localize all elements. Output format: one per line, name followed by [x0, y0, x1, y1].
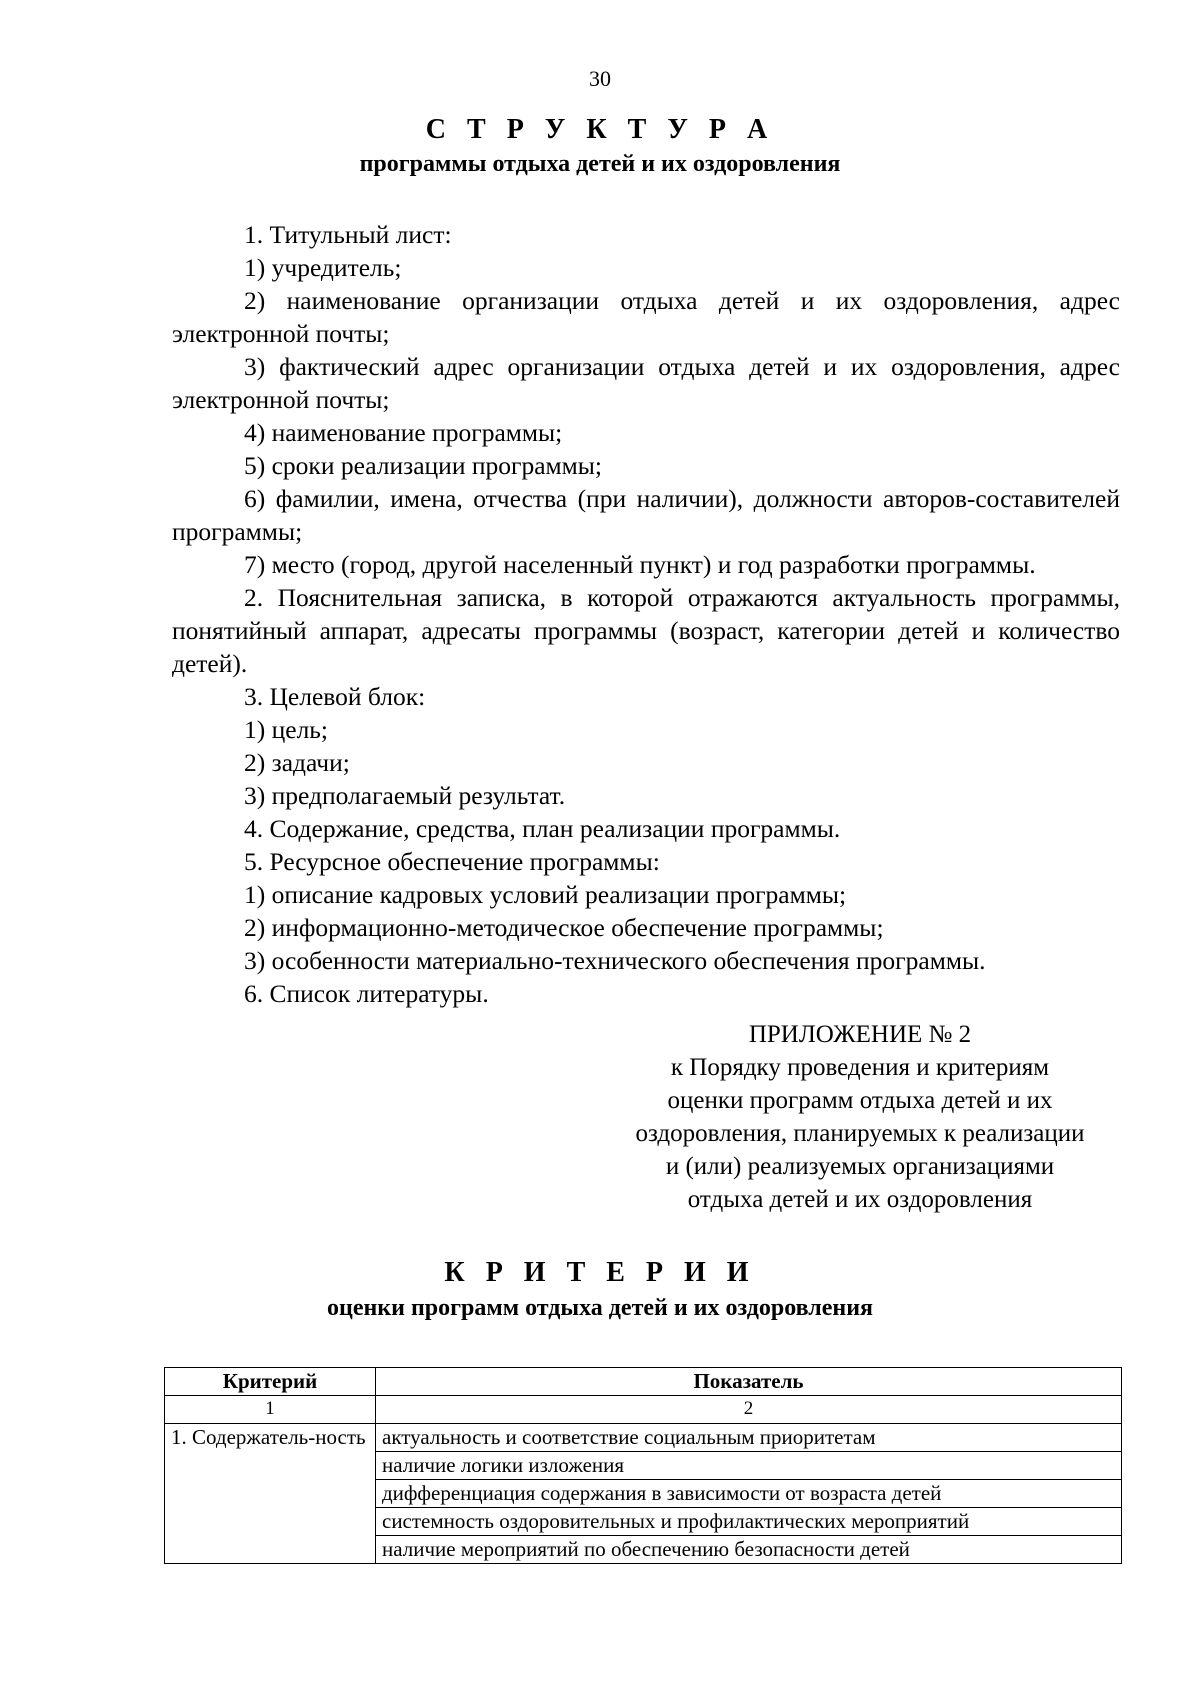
structure-item: 3) фактический адрес организации отдыха детей и их оздоровления, адрес электронной почты;: [172, 352, 1120, 414]
structure-subtitle: программы отдыха детей и их оздоровления: [359, 151, 841, 177]
appendix-title: ПРИЛОЖЕНИЕ № 2: [748, 1021, 972, 1048]
structure-item: 5. Ресурсное обеспечение программы:: [244, 847, 660, 876]
appendix-block: [570, 1018, 1150, 1216]
structure-item: 6. Список литературы.: [244, 979, 489, 1008]
criteria-subtitle: оценки программ отдыха детей и их оздоровления: [326, 1295, 874, 1321]
table-header-row: [165, 1368, 1122, 1396]
structure-item: 1) цель;: [244, 715, 329, 744]
structure-item: 1. Титульный лист:: [244, 220, 452, 249]
criteria-title: К Р И Т Е Р И И: [444, 1257, 756, 1288]
column-header-criterion: Критерий: [165, 1368, 376, 1396]
structure-item: 3. Целевой блок:: [244, 682, 426, 711]
structure-item: 1) описание кадровых условий реализации программы;: [244, 880, 847, 909]
appendix-line: к Порядку проведения и критериям: [670, 1054, 1050, 1081]
column-header-indicator: Показатель: [376, 1368, 1122, 1396]
structure-item: 5) сроки реализации программы;: [244, 451, 603, 480]
criterion-cell: 1. Содержатель-ность: [165, 1424, 376, 1564]
structure-item: 7) место (город, другой населенный пункт) и год разработки программы.: [244, 550, 1036, 579]
structure-item: 4) наименование программы;: [244, 418, 563, 447]
appendix-line: и (или) реализуемых организациями: [665, 1153, 1055, 1180]
structure-item: 1) учредитель;: [244, 253, 402, 282]
structure-title: С Т Р У К Т У Р А: [425, 114, 775, 145]
criteria-table: [164, 1367, 1122, 1564]
table-row: [165, 1424, 1122, 1452]
structure-list: [172, 218, 1120, 1010]
structure-item: 2) наименование организации отдыха детей и их оздоровления, адрес электронной почты;: [172, 286, 1120, 348]
indicator-cell: дифференциация содержания в зависимости от возраста детей: [376, 1480, 1122, 1508]
indicator-cell: наличие мероприятий по обеспечению безопасности детей: [376, 1536, 1122, 1564]
indicator-cell: актуальность и соответствие социальным приоритетам: [376, 1424, 1122, 1452]
structure-item: 3) особенности материально-технического обеспечения программы.: [244, 946, 986, 975]
structure-item: 2) информационно-методическое обеспечение программы;: [244, 913, 884, 942]
page-number: 30: [589, 66, 611, 91]
column-number: 1: [165, 1396, 376, 1424]
appendix-line: отдыха детей и их оздоровления: [687, 1186, 1033, 1213]
appendix-line: оздоровления, планируемых к реализации: [635, 1120, 1085, 1147]
indicator-cell: системность оздоровительных и профилактических мероприятий: [376, 1508, 1122, 1536]
structure-item: 3) предполагаемый результат.: [244, 781, 566, 810]
structure-item: 2. Пояснительная записка, в которой отражаются актуальность программы, понятийный аппарат, адресаты программы (возраст, категории детей и количество детей).: [172, 583, 1120, 678]
indicator-cell: наличие логики изложения: [376, 1452, 1122, 1480]
table-number-row: [165, 1396, 1122, 1424]
structure-item: 2) задачи;: [244, 748, 350, 777]
appendix-line: оценки программ отдыха детей и их: [667, 1087, 1053, 1114]
column-number: 2: [376, 1396, 1122, 1424]
structure-item: 4. Содержание, средства, план реализации программы.: [244, 814, 841, 843]
structure-item: 6) фамилии, имена, отчества (при наличии), должности авторов-составителей программы;: [172, 484, 1120, 546]
